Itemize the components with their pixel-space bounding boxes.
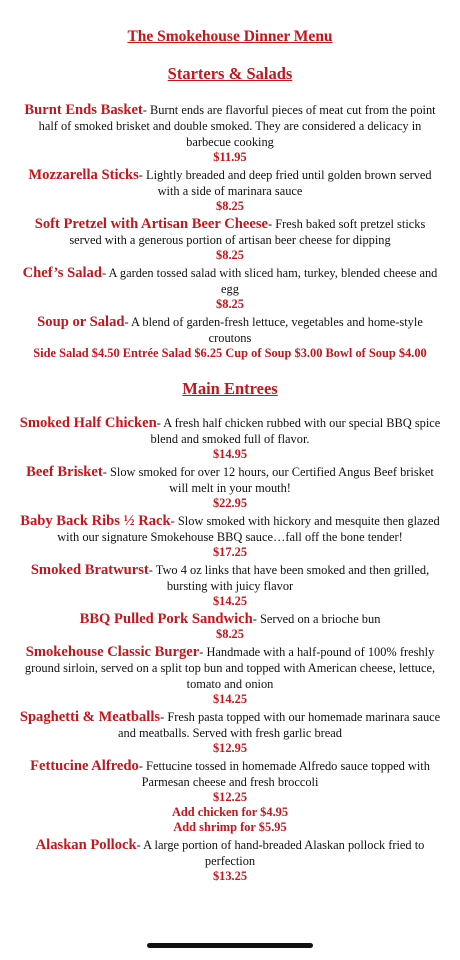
item-name: Soft Pretzel with Artisan Beer Cheese bbox=[34, 216, 269, 232]
menu-item bbox=[18, 562, 442, 609]
item-price: $13.25 bbox=[212, 869, 248, 883]
menu-item bbox=[18, 709, 442, 756]
item-addon: Add shrimp for $5.95 bbox=[173, 820, 287, 834]
menu-title: The Smokehouse Dinner Menu bbox=[127, 28, 333, 45]
menu-item bbox=[18, 644, 442, 707]
section-heading-entrees: Main Entrees bbox=[182, 379, 278, 398]
item-price: $14.25 bbox=[212, 594, 248, 608]
menu-item bbox=[18, 314, 442, 361]
item-price: $8.25 bbox=[216, 199, 244, 213]
menu-item bbox=[18, 102, 442, 165]
item-name: Soup or Salad bbox=[37, 314, 125, 330]
item-addon: Add chicken for $4.95 bbox=[171, 805, 289, 819]
entrees-list bbox=[18, 415, 442, 884]
starters-list bbox=[18, 102, 442, 361]
item-name: Baby Back Ribs ½ Rack bbox=[20, 513, 171, 529]
item-name: Alaskan Pollock bbox=[35, 837, 137, 853]
item-name: Smoked Half Chicken bbox=[19, 415, 157, 431]
item-description: - Fresh pasta topped with our homemade marinara sauce and meatballs. Served with fresh garlic bread bbox=[118, 710, 441, 740]
item-name: Mozzarella Sticks bbox=[28, 167, 139, 183]
item-price: $12.25 bbox=[212, 790, 248, 804]
item-description: - Slow smoked for over 12 hours, our Certified Angus Beef brisket will melt in your mouth! bbox=[102, 465, 434, 495]
item-description: - A fresh half chicken rubbed with our special BBQ spice blend and smoked full of flavor. bbox=[150, 416, 441, 446]
item-description: - Two 4 oz links that have been smoked and then grilled, bursting with juicy flavor bbox=[148, 563, 430, 593]
menu-item bbox=[18, 837, 442, 884]
item-price: $22.95 bbox=[212, 496, 248, 510]
item-description: - A blend of garden-fresh lettuce, vegetables and home-style croutons bbox=[124, 315, 423, 345]
menu-item bbox=[18, 265, 442, 312]
item-name: Fettucine Alfredo bbox=[30, 758, 139, 774]
item-price: $14.95 bbox=[212, 447, 248, 461]
item-name: Beef Brisket bbox=[26, 464, 103, 480]
item-name: Smoked Bratwurst bbox=[30, 562, 149, 578]
item-description: - Burnt ends are flavorful pieces of meat cut from the point half of smoked brisket and double smoked. They are considered a delicacy in barbecue cooking bbox=[38, 103, 436, 149]
menu-item bbox=[18, 513, 442, 560]
item-price: $8.25 bbox=[216, 248, 244, 262]
item-description: - A garden tossed salad with sliced ham, turkey, blended cheese and egg bbox=[101, 266, 438, 296]
item-name: BBQ Pulled Pork Sandwich bbox=[79, 611, 253, 627]
item-description: - Served on a brioche bun bbox=[252, 612, 381, 626]
section-heading-starters: Starters & Salads bbox=[167, 64, 293, 83]
item-description: - Fresh baked soft pretzel sticks served with a generous portion of artisan beer cheese for dipping bbox=[69, 217, 426, 247]
item-name: Burnt Ends Basket bbox=[24, 102, 143, 118]
item-price: $11.95 bbox=[213, 150, 247, 164]
item-name: Smokehouse Classic Burger bbox=[25, 644, 200, 660]
item-price: $17.25 bbox=[212, 545, 248, 559]
menu-item bbox=[18, 758, 442, 835]
item-description: - Lightly breaded and deep fried until golden brown served with a side of marinara sauce bbox=[138, 168, 432, 198]
item-description: - Handmade with a half-pound of 100% freshly ground sirloin, served on a split top bun and topped with American cheese, lettuce, tomato and onion bbox=[24, 645, 436, 691]
item-price: $14.25 bbox=[212, 692, 248, 706]
item-price: $8.25 bbox=[216, 627, 244, 641]
item-size-options: Side Salad $4.50 Entrée Salad $6.25 Cup of Soup $3.00 Bowl of Soup $4.00 bbox=[33, 346, 427, 360]
menu-item bbox=[18, 464, 442, 511]
menu-item bbox=[18, 216, 442, 263]
item-description: - A large portion of hand-breaded Alaskan pollock fried to perfection bbox=[136, 838, 425, 868]
item-description: - Fettucine tossed in homemade Alfredo sauce topped with Parmesan cheese and fresh broccoli bbox=[138, 759, 430, 789]
home-indicator-bar[interactable] bbox=[147, 943, 313, 948]
item-name: Chef’s Salad bbox=[22, 265, 102, 281]
menu-item bbox=[18, 167, 442, 214]
menu-item bbox=[18, 415, 442, 462]
item-name: Spaghetti & Meatballs bbox=[19, 709, 161, 725]
item-description: - Slow smoked with hickory and mesquite then glazed with our signature Smokehouse BBQ sauce…fall off the bone tender! bbox=[57, 514, 440, 544]
item-price: $8.25 bbox=[216, 297, 244, 311]
item-price: $12.95 bbox=[212, 741, 248, 755]
menu-item bbox=[18, 611, 442, 642]
